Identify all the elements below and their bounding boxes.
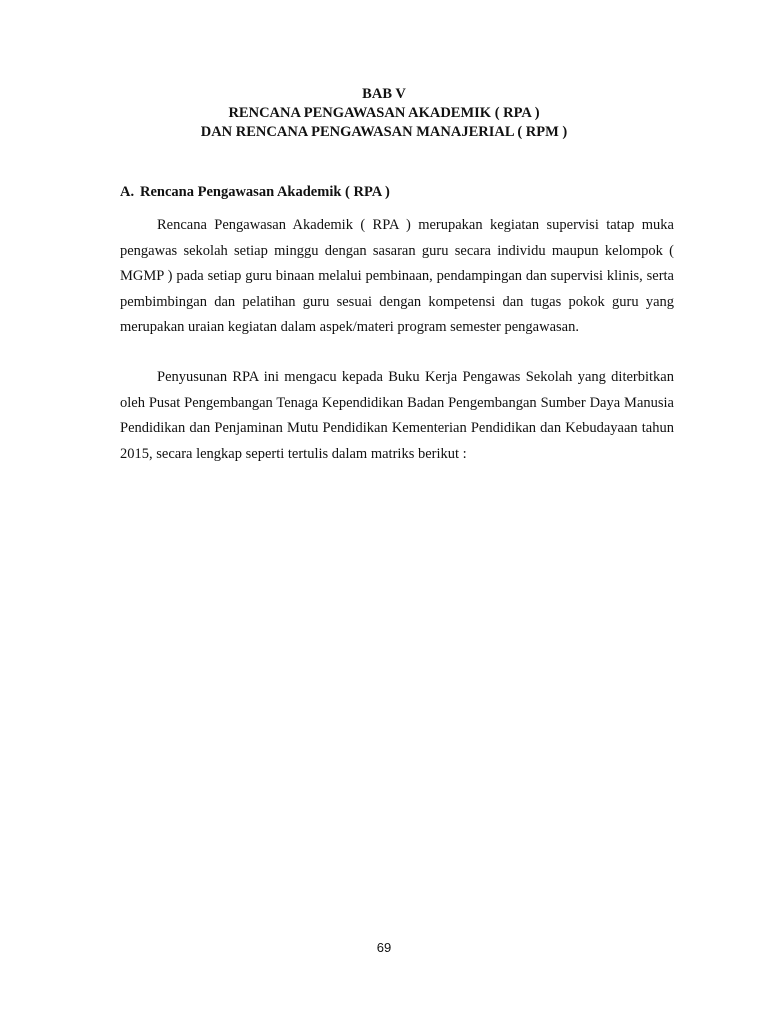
chapter-title-block (0, 85, 768, 142)
chapter-title-line-2: DAN RENCANA PENGAWASAN MANAJERIAL ( RPM ) (200, 124, 568, 140)
chapter-title-line-1: RENCANA PENGAWASAN AKADEMIK ( RPA ) (228, 105, 540, 121)
section-heading (120, 182, 390, 202)
paragraph-2 (120, 365, 674, 467)
section-heading-text: Rencana Pengawasan Akademik ( RPA ) (140, 184, 390, 200)
section-number: A. (120, 184, 135, 200)
paragraph-text: Penyusunan RPA ini mengacu kepada Buku Kerja Pengawas Sekolah yang diterbitkan oleh Pusat Pengembangan Tenaga Kependidikan Badan Pengembangan Sumber Daya Manusia Pendidikan dan Penjaminan Mutu Pendidikan Kementerian Pendidikan dan Kebudayaan tahun 2015, secara lengkap seperti tertulis dalam matriks berikut : (120, 369, 674, 462)
paragraph-1 (120, 213, 674, 341)
page-number: 69 (376, 940, 392, 955)
paragraph-text: Rencana Pengawasan Akademik ( RPA ) merupakan kegiatan supervisi tatap muka pengawas sekolah setiap minggu dengan sasaran guru secara individu maupun kelompok ( MGMP ) pada setiap guru binaan melalui pembinaan, pendampingan dan supervisi klinis, serta pembimbingan dan pelatihan guru sesuai dengan kompetensi dan tugas pokok guru yang merupakan uraian kegiatan dalam aspek/materi program semester pengawasan. (120, 217, 674, 336)
chapter-label: BAB V (362, 86, 406, 102)
